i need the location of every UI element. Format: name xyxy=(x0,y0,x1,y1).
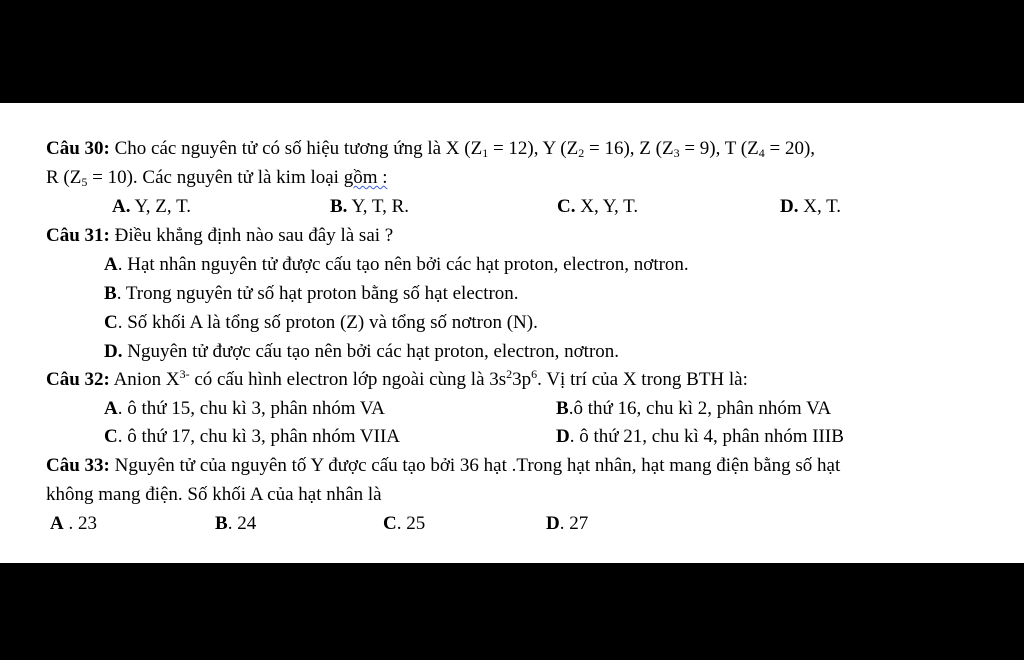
q32-option-c: C. ô thứ 17, chu kì 3, phân nhóm VIIA xyxy=(104,426,400,447)
q30-option-a: A. Y, Z, T. xyxy=(112,196,192,217)
q32-label: Câu 32: xyxy=(46,369,110,390)
q31-label: Câu 31: xyxy=(46,225,110,246)
q33-label: Câu 33: xyxy=(46,455,110,476)
q31-option-d: D. Nguyên tử được cấu tạo nên bởi các hạt proton, electron, nơtron. xyxy=(104,341,620,362)
q31-option-c: C. Số khối A là tổng số proton (Z) và tổng số nơtron (N). xyxy=(104,312,538,333)
q33-line2: không mang điện. Số khối A của hạt nhân là xyxy=(46,484,382,505)
q33-line1: Câu 33: Nguyên tử của nguyên tố Y được cấu tạo bởi 36 hạt .Trong hạt nhân, hạt mang điện bằng số hạt xyxy=(46,455,841,476)
q32-option-a: A. ô thứ 15, chu kì 3, phân nhóm VA xyxy=(104,398,385,419)
q30-line2: R $(Z_5 = 10)$. Các nguyên tử là kim loại gồm : xyxy=(46,167,388,189)
q33-option-a: A . 23 xyxy=(50,513,97,534)
q30-option-d: D. X, T. xyxy=(780,196,842,217)
spellcheck-word: gồm : xyxy=(343,167,388,188)
q32-option-b: B.ô thứ 16, chu kì 2, phân nhóm VA xyxy=(556,398,832,419)
q30-label: Câu 30: xyxy=(46,138,110,159)
q31-option-a: A. Hạt nhân nguyên tử được cấu tạo nên bởi các hạt proton, electron, nơtron. xyxy=(104,254,689,275)
q30-option-c: C. X, Y, T. xyxy=(557,196,639,217)
q32-line: Câu 32: Anion $X^{3-}$ có cấu hình electron lớp ngoài cùng là $3s^23p^6$. Vị trí của X trong BTH là: xyxy=(46,367,748,390)
q33-option-b: B. 24 xyxy=(215,513,257,534)
q33-option-d: D. 27 xyxy=(546,513,589,534)
q31-option-b: B. Trong nguyên tử số hạt proton bằng số hạt electron. xyxy=(104,283,519,304)
q30-option-b: B. Y, T, R. xyxy=(330,196,410,217)
q33-option-c: C. 25 xyxy=(383,513,426,534)
q31-line: Câu 31: Điều khẳng định nào sau đây là sai ? xyxy=(46,225,394,246)
q32-option-d: D. ô thứ 21, chu kì 4, phân nhóm IIIB xyxy=(556,426,844,447)
document-page xyxy=(0,103,1024,563)
q30-line1: Câu 30: Cho các nguyên tử có số hiệu tương ứng là X $(Z_1 = 12)$, Y $(Z_2 = 16)$, Z $(Z_3 = 9)$, T $(Z_4 = 20)$, xyxy=(46,138,816,160)
